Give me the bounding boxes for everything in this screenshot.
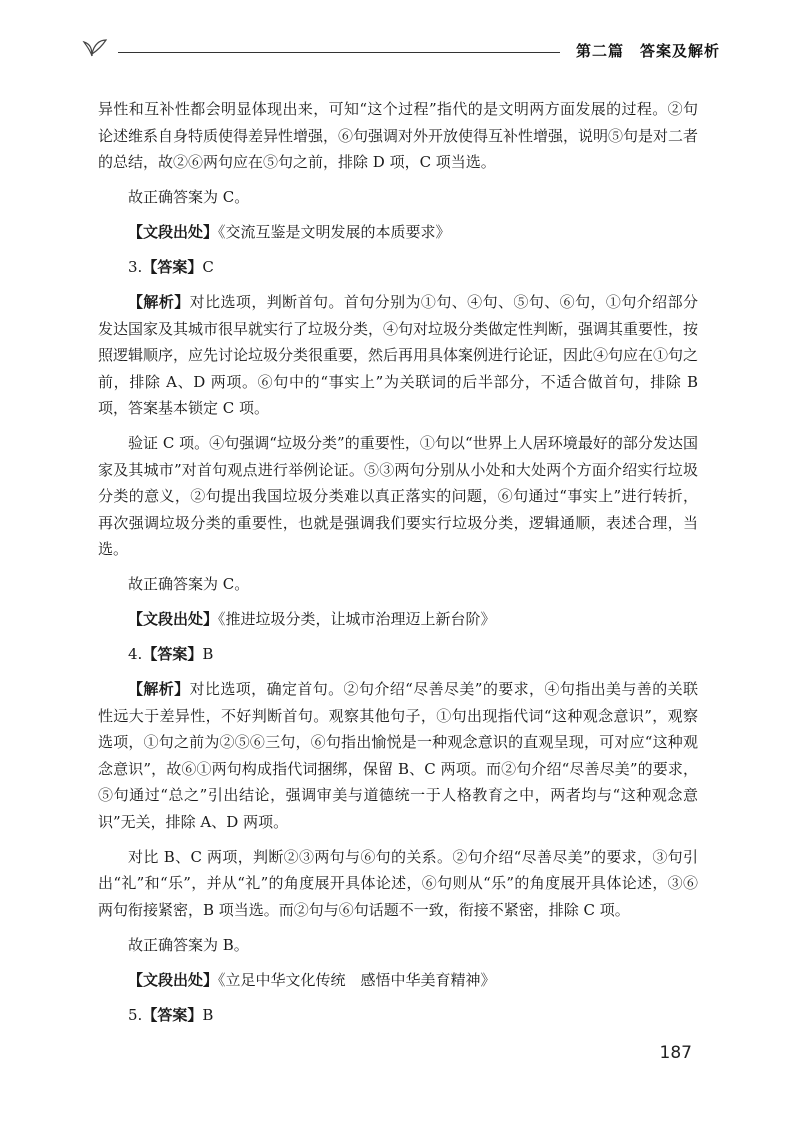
source-line	[98, 219, 698, 246]
paragraph: 故正确答案为 B。	[128, 935, 249, 954]
analysis-text: 对比选项，确定首句。②句介绍“尽善尽美”的要求，④句指出美与善的关联性远大于差异性，不好判断首句。观察其他句子，①句出现指代词“这种观念意识”，观察选项，①句之前为②⑤⑥三句，⑥句指出愉悦是一种观念意识的直观呈现，可对应“这种观念意识”，故⑥①两句构成指代词捆绑，保留 B、C 两项。而②句介绍“尽善尽美”的要求，⑤句通过“总之”引出结论，强调审美与道德统一于人格教育之中，两者均与“这种观念意识”无关，排除 A、D 两项。	[98, 680, 698, 831]
answer-label: 【答案】	[142, 645, 203, 663]
source-title: 《交流互鉴是文明发展的本质要求》	[218, 223, 451, 241]
question-number: 4.	[128, 645, 143, 663]
source-title: 《推进垃圾分类，让城市治理迈上新台阶》	[218, 610, 496, 628]
analysis-text: 对比选项，判断首句。首句分别为①句、④句、⑤句、⑥句，①句介绍部分发达国家及其城市很早就实行了垃圾分类，④句对垃圾分类做定性判断，强调其重要性，按照逻辑顺序，应先讨论垃圾分类很重要，然后再用具体案例进行论证，因此④句应在①句之前，排除 A、D 两项。⑥句中的“事实上”为关联词的后半部分，不适合做首句，排除 B 项，答案基本锁定 C 项。	[98, 293, 699, 417]
analysis-label: 【解析】	[128, 293, 190, 311]
analysis-label: 【解析】	[128, 680, 190, 698]
answer-label: 【答案】	[142, 1005, 203, 1024]
paragraph: 对比 B、C 两项，判断②③两句与⑥句的关系。②句介绍“尽善尽美”的要求，③句引出“礼”和“乐”，并从“礼”的角度展开具体论述，⑥句则从“乐”的角度展开具体论述，③⑥两句衔接紧密，B 项当选。而②句与⑥句话题不一致，衔接不紧密，排除 C 项。	[98, 847, 698, 919]
question-number: 5.	[128, 1005, 143, 1024]
source-title: 《立足中华文化传统 感悟中华美育精神》	[218, 970, 496, 989]
answer-text	[98, 96, 698, 1037]
source-label: 【文段出处】	[128, 610, 219, 628]
paragraph: 故正确答案为 C。	[128, 575, 250, 593]
answer-line	[98, 641, 698, 668]
section-title: 第二篇 答案及解析	[575, 42, 720, 60]
source-label: 【文段出处】	[128, 970, 219, 989]
paragraph: 异性和互补性都会明显体现出来，可知“这个过程”指代的是文明两方面发展的过程。②句论述维系自身特质使得差异性增强，⑥句强调对外开放使得互补性增强，说明⑤句是对二者的总结，故②⑥两句应在⑤句之前，排除 D 项，C 项当选。	[98, 100, 699, 171]
paragraph: 验证 C 项。④句强调“垃圾分类”的重要性，①句以“世界上人居环境最好的部分发达国家及其城市”对首句观点进行举例论证。⑤③两句分别从小处和大处两个方面介绍实行垃圾分类的意义，②句提出我国垃圾分类难以真正落实的问题，⑥句通过“事实上”进行转折，再次强调垃圾分类的重要性，也就是强调我们要实行垃圾分类，逻辑通顺，表述合理，当选。	[98, 434, 698, 558]
analysis-paragraph	[98, 676, 698, 835]
answer-label: 【答案】	[142, 258, 203, 276]
page-header	[80, 30, 720, 60]
source-line	[98, 606, 698, 633]
source-label: 【文段出处】	[128, 223, 219, 241]
answer-line	[98, 1002, 698, 1029]
sprout-icon	[80, 30, 118, 60]
source-line	[98, 967, 698, 994]
answer-value: B	[202, 645, 214, 663]
answer-value: B	[202, 1005, 214, 1024]
header-rule	[118, 52, 560, 53]
paragraph: 故正确答案为 C。	[128, 188, 250, 206]
answer-value: C	[202, 258, 214, 276]
page-number: 187	[659, 1043, 692, 1063]
question-number: 3.	[128, 258, 143, 276]
analysis-paragraph	[98, 289, 698, 422]
answer-line	[98, 254, 698, 281]
